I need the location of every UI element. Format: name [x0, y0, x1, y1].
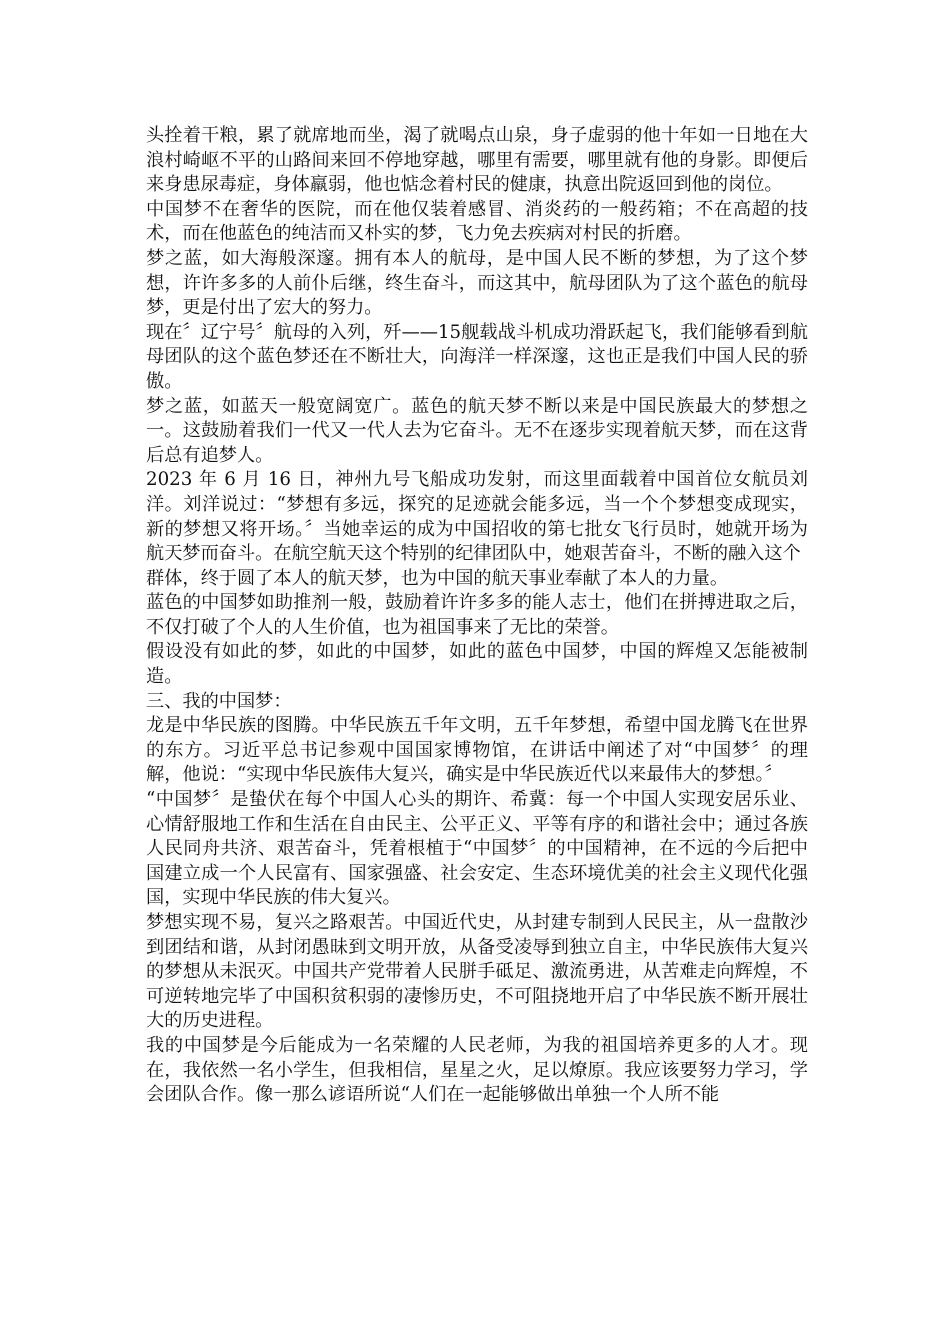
paragraph: 梦之蓝，如蓝天一般宽阔宽广。蓝色的航天梦不断以来是中国民族最大的梦想之一。这鼓励着我们一代又一代人去为它奋斗。无不在逐步实现着航天梦，而在这背后总有追梦人。	[146, 395, 808, 466]
paragraph: 我的中国梦是今后能成为一名荣耀的人民老师，为我的祖国培养更多的人才。现在，我依然一名小学生，但我相信，星星之火，足以燎原。我应该要努力学习，学会团队合作。像一那么谚语所说“人们在一起能够做出单独一个人所不能	[146, 1034, 808, 1106]
paragraph: 假设没有如此的梦，如此的中国梦，如此的蓝色中国梦，中国的辉煌又怎能被制造。	[146, 641, 808, 688]
document-body	[146, 124, 808, 1108]
paragraph: 现在〞辽宁号〞航母的入列，歼——15舰载战斗机成功滑跃起飞，我们能够看到航母团队的这个蓝色梦还在不断壮大，向海洋一样深邃，这也正是我们中国人民的骄傲。	[146, 321, 808, 392]
paragraph: “中国梦〞是蛰伏在每个中国人心头的期许、希冀：每一个中国人实现安居乐业、心情舒服地工作和生活在自由民主、公平正义、平等有序的和谐社会中；通过各族人民同舟共济、艰苦奋斗，凭着根植于“中国梦〞的中国精神，在不远的今后把中国建立成一个人民富有、国家强盛、社会安定、生态环境优美的社会主义现代化强国，实现中华民族的伟大复兴。	[146, 789, 808, 909]
paragraph: 梦之蓝，如大海般深邃。拥有本人的航母，是中国人民不断的梦想，为了这个梦想，许许多多的人前仆后继，终生奋斗，而这其中，航母团队为了这个蓝色的航母梦，更是付出了宏大的努力。	[146, 247, 808, 319]
paragraph: 蓝色的中国梦如助推剂一般，鼓励着许许多多的能人志士，他们在拼搏进取之后，不仅打破了个人的人生价值，也为祖国事来了无比的荣誉。	[146, 592, 808, 638]
section-heading: 三、我的中国梦：	[146, 690, 292, 712]
paragraph: 头拴着干粮，累了就席地而坐，渴了就喝点山泉，身子虚弱的他十年如一日地在大浪村崎岖不平的山路间来回不停地穿越，哪里有需要，哪里就有他的身影。即便后来身患尿毒症，身体羸弱，他也惦念着村民的健康，执意出院返回到他的岗位。	[146, 125, 808, 196]
paragraph: 群体，终于圆了本人的航天梦，也为中国的航天事业奉献了本人的力量。	[146, 567, 729, 589]
paragraph: 龙是中华民族的图腾。中华民族五千年文明，五千年梦想，希望中国龙腾飞在世界的东方。习近平总书记参观中国国家博物馆，在讲话中阐述了对“中国梦〞的理解，他说：“实现中华民族伟大复兴，确实是中华民族近代以来最伟大的梦想。〞	[146, 715, 808, 786]
paragraph: 中国梦不在奢华的医院，而在他仅装着感冒、消炎药的一般药箱；不在高超的技术，而在他蓝色的纯洁而又朴实的梦，飞力免去疾病对村民的折磨。	[146, 198, 808, 245]
paragraph: 2023 年 6 月 16 日，神州九号飞船成功发射，而这里面载着中国首位女航员刘洋。刘洋说过：“梦想有多远，探究的足迹就会能多远，当一个个梦想变成现实，新的梦想又将开场。〞当她幸运的成为中国招收的第七批女飞行员时，她就开场为航天梦而奋斗。在航空航天这个特别的纪律团队中，她艰苦奋斗，不断的融入这个	[146, 469, 808, 565]
paragraph: 梦想实现不易，复兴之路艰苦。中国近代史，从封建专制到人民民主，从一盘散沙到团结和谐，从封闭愚昧到文明开放，从备受凌辱到独立自主，中华民族伟大复兴的梦想从未泯灭。中国共产党带着人民胼手砥足、激流勇进，从苦难走向辉煌，不可逆转地完毕了中国积贫积弱的凄惨历史，不可阻挠地开启了中华民族不断开展壮大的历史进程。	[146, 912, 808, 1032]
